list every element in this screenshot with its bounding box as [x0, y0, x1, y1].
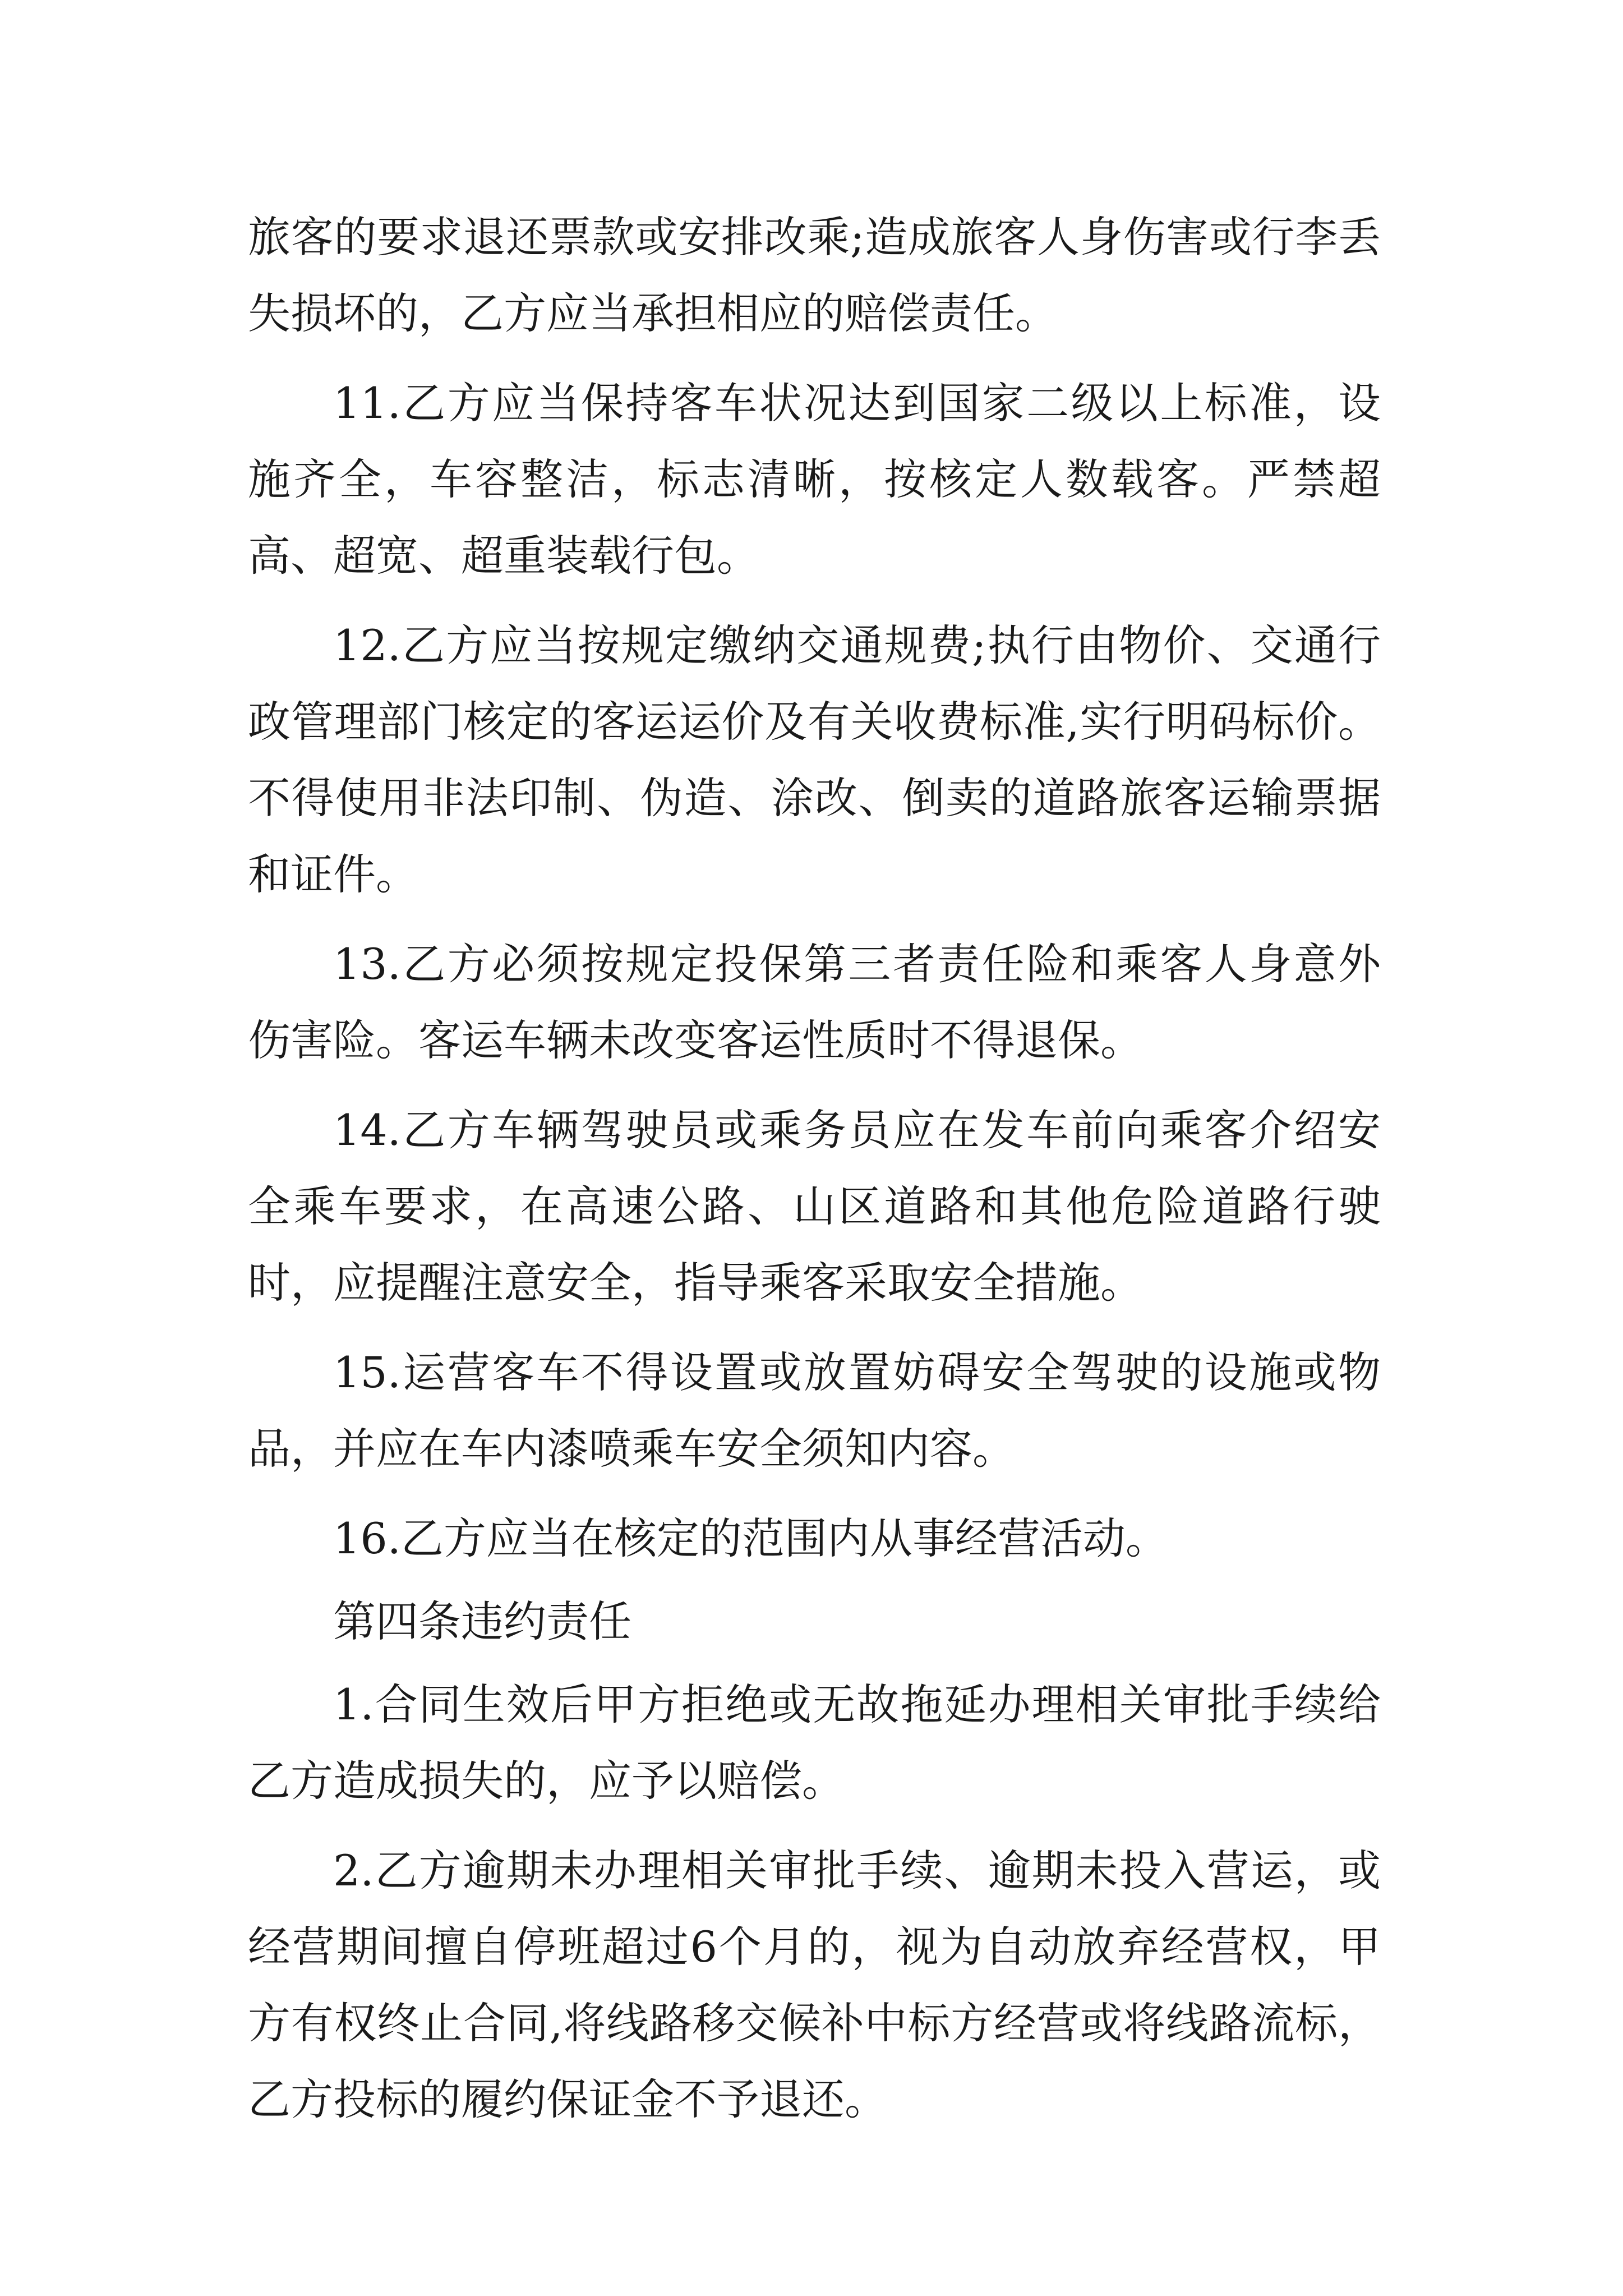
paragraph-breach-item-2: 2.乙方逾期未办理相关审批手续、逾期未投入营运，或经营期间擅自停班超过6个月的，视为自动放弃经营权，甲方有权终止合同,将线路移交候补中标方经营或将线路流标，乙方投标的履约保证金不予退还。: [248, 1846, 1381, 2124]
section-heading-article-4: 第四条违约责任: [333, 1596, 631, 1646]
paragraph-item-13: 13.乙方必须按规定投保第三者责任险和乘客人身意外伤害险。客运车辆未改变客运性质时不得退保。: [248, 939, 1381, 1065]
paragraph-item-11: 11.乙方应当保持客车状况达到国家二级以上标准，设施齐全，车容整洁，标志清晰，按核定人数载客。严禁超高、超宽、超重装载行包。: [248, 378, 1381, 581]
document-body: [248, 199, 1381, 2151]
paragraph-breach-item-1: 1.合同生效后甲方拒绝或无故拖延办理相关审批手续给乙方造成损失的，应予以赔偿。: [248, 1680, 1381, 1806]
paragraph-item-12: 12.乙方应当按规定缴纳交通规费;执行由物价、交通行政管理部门核定的客运运价及有关收费标准,实行明码标价。不得使用非法印制、伪造、涂改、倒卖的道路旅客运输票据和证件。: [248, 620, 1381, 899]
paragraph-item-16: 16.乙方应当在核定的范围内从事经营活动。: [333, 1513, 1168, 1563]
paragraph-item-14: 14.乙方车辆驾驶员或乘务员应在发车前向乘客介绍安全乘车要求，在高速公路、山区道路和其他危险道路行驶时，应提醒注意安全，指导乘客采取安全措施。: [248, 1105, 1381, 1308]
paragraph-continuation: 旅客的要求退还票款或安排改乘;造成旅客人身伤害或行李丢失损坏的，乙方应当承担相应的赔偿责任。: [248, 212, 1381, 338]
paragraph-item-15: 15.运营客车不得设置或放置妨碍安全驾驶的设施或物品，并应在车内漆喷乘车安全须知内容。: [248, 1347, 1381, 1474]
